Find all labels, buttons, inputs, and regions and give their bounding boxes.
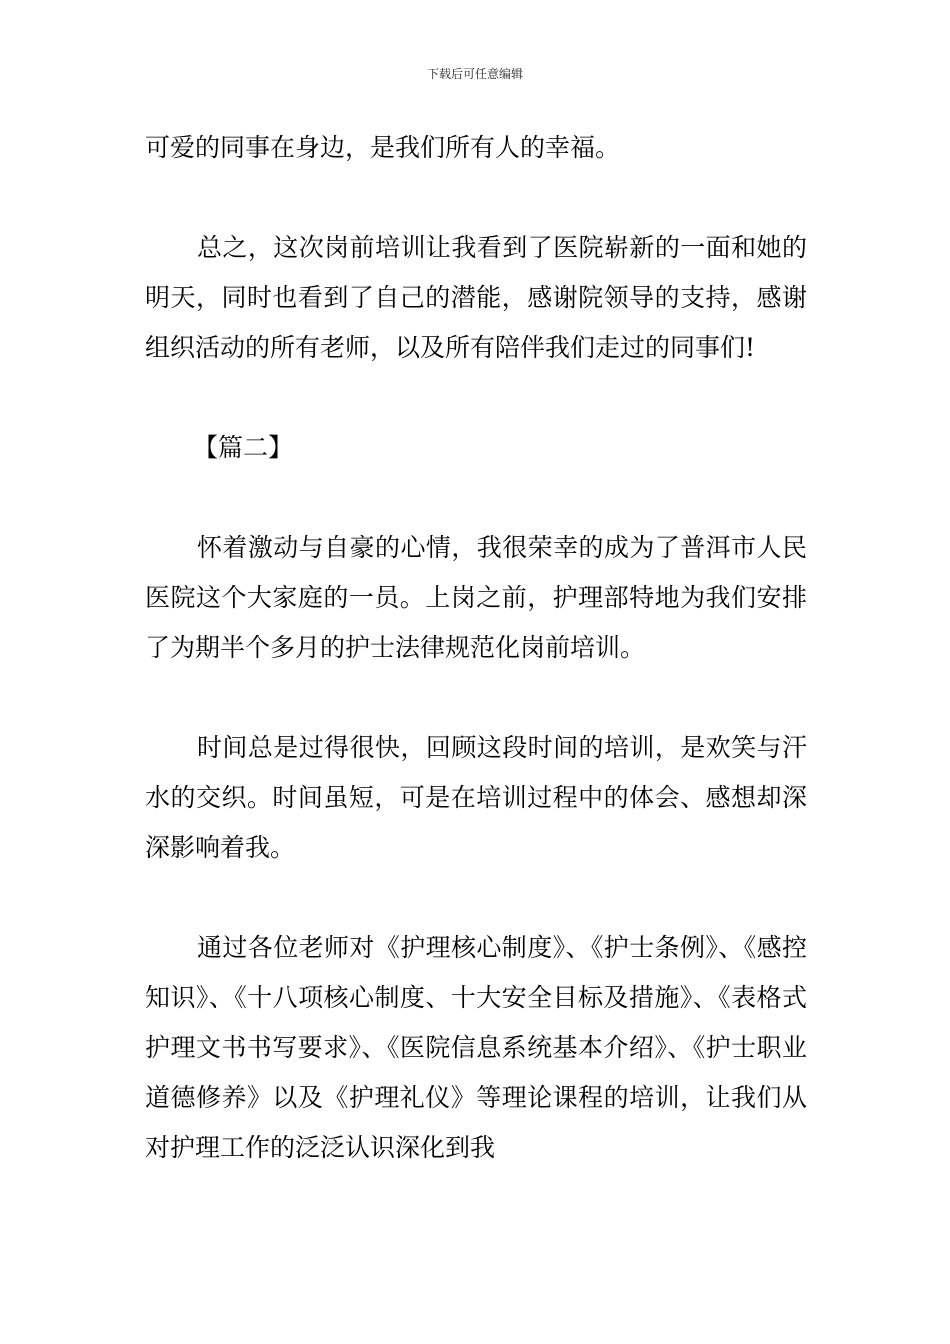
paragraph-reflection: 时间总是过得很快，回顾这段时间的培训，是欢笑与汗水的交织。时间虽短，可是在培训过程中的体会、感想却深深影响着我。 <box>145 733 807 862</box>
page-header: 下载后可任意编辑 <box>426 67 523 81</box>
paragraph-intro: 怀着激动与自豪的心情，我很荣幸的成为了普洱市人民医院这个大家庭的一员。上岗之前，护理部特地为我们安排了为期半个多月的护士法律规范化岗前培训。 <box>145 533 807 662</box>
paragraph-conclusion: 总之，这次岗前培训让我看到了医院崭新的一面和她的明天，同时也看到了自己的潜能，感谢院领导的支持，感谢组织活动的所有老师，以及所有陪伴我们走过的同事们! <box>145 233 807 362</box>
section-heading: 【篇二】 <box>193 433 294 462</box>
paragraph-courses: 通过各位老师对《护理核心制度》、《护士条例》、《感控知识》、《十八项核心制度、十大安全目标及措施》、《表格式护理文书书写要求》、《医院信息系统基本介绍》、《护士职业道德修养》以及《护理礼仪》等理论课程的培训，让我们从对护理工作的泛泛认识深化到我 <box>145 933 807 1162</box>
paragraph-continuation: 可爱的同事在身边，是我们所有人的幸福。 <box>145 133 621 162</box>
document-body <box>145 123 807 1173</box>
